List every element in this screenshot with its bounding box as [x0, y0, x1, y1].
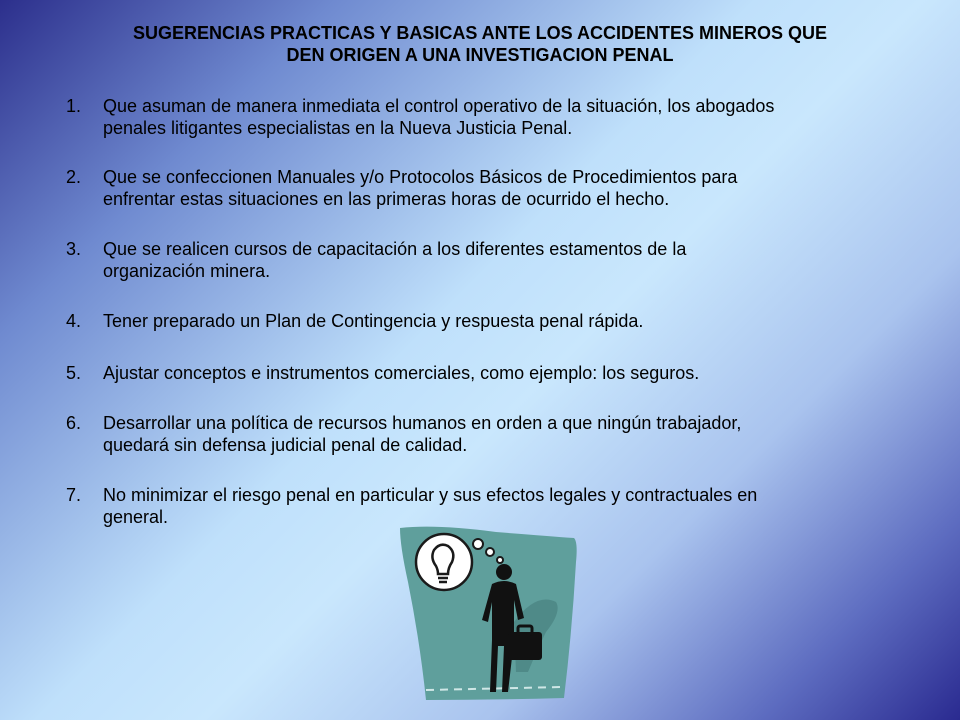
- list-item-line: quedará sin defensa judicial penal de calidad.: [103, 435, 468, 455]
- list-item-text: [103, 238, 903, 282]
- list-item-text: [103, 166, 903, 210]
- list-item-text: [103, 95, 903, 139]
- list-item-text: [103, 362, 903, 384]
- list-item-text: [103, 412, 903, 456]
- list-item-number: 3.: [66, 239, 82, 259]
- list-item-number: 6.: [66, 413, 82, 433]
- businessperson-lightbulb-idea-icon: [396, 522, 580, 704]
- list-item-number: 5.: [66, 363, 82, 383]
- list-item-line: enfrentar estas situaciones en las primeras horas de ocurrido el hecho.: [103, 189, 670, 209]
- slide-title-line-2: DEN ORIGEN A UNA INVESTIGACION PENAL: [286, 45, 674, 65]
- list-item-line: Que se realicen cursos de capacitación a los diferentes estamentos de la: [103, 239, 687, 259]
- list-item-number: 2.: [66, 167, 82, 187]
- list-item-line: penales litigantes especialistas en la Nueva Justicia Penal.: [103, 118, 573, 138]
- list-item-number: 1.: [66, 96, 82, 116]
- list-item-text: [103, 310, 903, 332]
- list-item-line: Ajustar conceptos e instrumentos comerciales, como ejemplo: los seguros.: [103, 363, 700, 383]
- list-item-line: No minimizar el riesgo penal en particular y sus efectos legales y contractuales en: [103, 485, 758, 505]
- list-item-line: Tener preparado un Plan de Contingencia y respuesta penal rápida.: [103, 311, 644, 331]
- list-item-number: 7.: [66, 485, 82, 505]
- list-item-line: Desarrollar una política de recursos humanos en orden a que ningún trabajador,: [103, 413, 742, 433]
- list-item-line: organización minera.: [103, 261, 271, 281]
- slide-title-line-1: SUGERENCIAS PRACTICAS Y BASICAS ANTE LOS ACCIDENTES MINEROS QUE: [132, 23, 828, 43]
- list-item-number: 4.: [66, 311, 82, 331]
- list-item-line: general.: [103, 507, 169, 527]
- list-item-line: Que se confeccionen Manuales y/o Protocolos Básicos de Procedimientos para: [103, 167, 738, 187]
- list-item-line: Que asuman de manera inmediata el control operativo de la situación, los abogados: [103, 96, 775, 116]
